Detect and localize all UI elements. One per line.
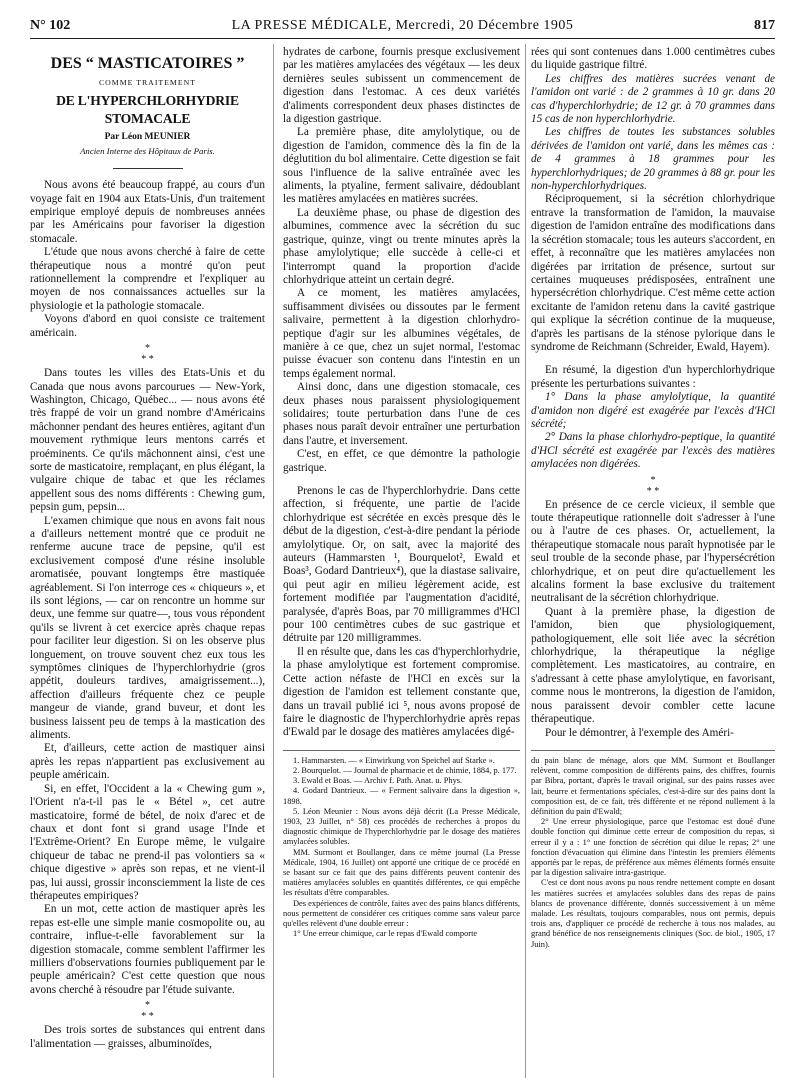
paragraph: Des trois sortes de substances qui entrent dans l'alimentation — graisses, albuminoïdes, bbox=[30, 1024, 265, 1050]
paragraph: 2° Dans la phase chlorhydro-peptique, la quantité d'HCl sécrété est exagérée par l'excès des matières amylacées non digérées. bbox=[531, 431, 775, 471]
footnote: 1. Hammarsten. — « Einwirkung von Speichel auf Starke ». bbox=[293, 755, 495, 765]
paragraph: Ainsi donc, dans une digestion stomacale, ces deux phases nous paraissent physiologiquement solidaires; toute perturbation dans l'une de ces phases nous paraît devoir entraîner une perturbation dans l'autre, et inversement. bbox=[283, 381, 520, 447]
footnote: C'est ce dont nous avons pu nous rendre nettement compte en dosant les matières sucrées et amylacées solubles dans des repas de pains blancs de provenance différente, donnés successivement à un même malade. Les résultats, toujours comparables, nous ont permis, depuis trois ans, d'appliquer ce procédé de recherche à tous nos malades, au grand bénéfice de nos renseignements cliniques (Soc. de biol., 1905, 17 Juin). bbox=[531, 878, 775, 949]
footnote-rule bbox=[283, 750, 520, 751]
footnote: 4. Godard Dantrieux. — « Ferment salivaire dans la digestion », 1898. bbox=[283, 786, 520, 806]
column-divider bbox=[525, 44, 526, 1078]
paragraph: Pour le démontrer, à l'exemple des Améri- bbox=[545, 726, 734, 739]
journal-title: LA PRESSE MÉDICALE, Mercredi, 20 Décembre 1905 bbox=[231, 18, 574, 33]
column-3 bbox=[531, 46, 775, 1078]
paragraph: Quant à la première phase, la digestion de l'amidon, bien que physiologiquement, pathologiquement, elle soit liée avec la sécrétion chlorhydrique, la thérapeutique la néglige complètement. Les masticatoires, au contraire, en s'adressant à cette phase amylolytique, en favorisant, comme nous le montrerons, la digestion de l'amidon, nous paraissent devoir combler cette lacune thérapeutique. bbox=[531, 605, 775, 726]
paragraph: Nous avons été beaucoup frappé, au cours d'un voyage fait en 1904 aux Etats-Unis, d'un traitement empirique employé depuis de nombreuses années par les Américains pour favoriser la digestion stomacale. bbox=[30, 179, 265, 245]
paragraph: En un mot, cette action de mastiquer après les repas est-elle une simple manie cosmopolite ou, au contraire, influe-t-elle favorablement sur la digestion stomacale, comme semblent l'affirmer les milliers d'observations fournies publiquement par le peuple américain? C'est cette question que nous avons cherché à résoudre par l'étude suivante. bbox=[30, 903, 265, 996]
paragraph: Les chiffres de toutes les substances solubles dérivées de l'amidon ont varié, dans les mêmes cas : de 4 grammes à 18 grammes pour les hyperchlorhydriques; de 20 grammes à 88 gr. pour les non-hyperchlorhydriques. bbox=[531, 126, 775, 193]
footnote: 2° Une erreur physiologique, parce que l'estomac est doué d'une double fonction qui diminue cette erreur de composition du repas, si erreur il y a : 1° une fonction de sécrétion qui dilue le repas; 2° une fonction d'évacuation qui élimine dans l'intestin les premiers éléments apportés par le repas, de préférence aux mêmes éléments formés ensuite par la digestion salivaire intra-gastrique. bbox=[531, 817, 775, 878]
footnote: MM. Surmont et Boullanger, dans ce même journal (La Presse Médicale, 1904, 16 Juillet) ont apporté une critique de ce procédé en se basant sur ce fait que des pains différents peuvent contenir des matières amylacées solubles en quantités différentes, ce qui empêche les résultats d'être comparables. bbox=[283, 847, 520, 898]
footnote-rule bbox=[531, 750, 775, 751]
paragraph: Prenons le cas de l'hyperchlorhydrie. Dans cette affection, si fréquente, une partie de l'acide chlorhydrique est sécrétée en excès presque dès le début de la digestion, c'est-à-dire pendant la période amylolytique. Or, on sait, avec la majorité des auteurs (Hammarsten ¹, Bourquelot², Ewald et Boas³, Godard Dantrieux⁴), que la diastase salivaire, qui peut agir en milieu légèrement acide, est fortement modifiée par l'augmentation d'acidité, paralysée, d'après Boas, par 70 milligrammes d'HCl pour 100 centimètres cubes de suc gastrique et détruite par 120 milligrammes. bbox=[283, 485, 520, 645]
column-1 bbox=[30, 46, 265, 1078]
footnote: Des expériences de contrôle, faites avec des pains blancs différents, nous permettent de considérer ces critiques comme sans valeur parce qu'elles relèvent d'une double erreur : bbox=[283, 898, 520, 928]
paragraph: En résumé, la digestion d'un hyperchlorhydrique présente les perturbations suivantes : bbox=[531, 364, 775, 390]
section-asterism: * * * bbox=[141, 1000, 154, 1023]
paragraph: La première phase, dite amylolytique, ou de digestion de l'amidon, commence dès la fin de la déglutition du bol alimentaire. Cette digestion se fait sous l'influence de la salive entraînée avec les aliments, la ptyaline, ferment salivaire, dédoublant les matières amylacées en matières sucrées. bbox=[283, 126, 520, 206]
section-asterism: * * * bbox=[646, 474, 660, 497]
column-2 bbox=[283, 46, 520, 1078]
paragraph: Si, en effet, l'Occident a la « Chewing gum », l'Orient n'a-t-il pas le « Bétel », cet autre masticatoire, formé de bétel, de noix d'arec et de chaux et dont font si grand usage l'Inde et l'Extrême-Orient? En Europe même, le vulgaire chiqueur de tabac ne prend-il pas volontiers sa « chique digestive » après son repas, et ne vient-il pas, lui aussi, grossir inconsciemment la liste de ces thérapeutes empiriques? bbox=[30, 782, 265, 902]
author-affiliation: Ancien Interne des Hôpitaux de Paris. bbox=[80, 145, 215, 156]
title-rule bbox=[113, 168, 183, 169]
footnote: du pain blanc de ménage, alors que MM. Surmont et Boullanger relèvent, comme composition de différents pains, des chiffres, fournis par Bibra, portant, d'après le travail original, sur des pains russes avec lait, beurre et fermentations spéciales, c'est-à-dire sur des pains dont la composition est, de ce fait, très différente et ne répond nullement à la définition du pain d'Ewald; bbox=[531, 755, 775, 816]
paragraph: En présence de ce cercle vicieux, il semble que toute thérapeutique rationnelle doit s'adresser à l'une ou à l'autre de ces phases. Or, actuellement, la thérapeutique stomacale nous paraît hypnotisée par le seul trouble de la seconde phase, par l'hypersécrétion chlorhydrique, et on peut dire qu'actuellement les alcalins forment la base exclusive du traitement neutralisant de la sécrétion chlorhydrique. bbox=[531, 498, 775, 605]
footnote: 5. Léon Meunier : Nous avons déjà décrit (La Presse Médicale, 1903, 23 Juillet, n° 58) ces procédés de recherches à propos du diagnostic chimique de l'hyperchlorhydrie par le dosage des matières amylacées solubles. bbox=[283, 806, 520, 847]
column-divider bbox=[273, 44, 274, 1078]
paragraph: L'étude que nous avons cherché à faire de cette thérapeutique nous a montré qu'on peut rationnellement la comprendre et l'expliquer au moyen de nos connaissances actuelles sur la physiologie et la pathologie stomacale. bbox=[30, 246, 265, 312]
paragraph: Dans toutes les villes des Etats-Unis et du Canada que nous avons parcourues — New-York, Washington, Chicago, Québec... — nous avons été très frappé de voir un grand nombre d'Américains mâchonner pendant des heures entières, agitant d'un mouvement rythmique leurs mentons carrés et proéminents. Ce qu'ils mâchonnent ainsi, c'est une sorte de masticatoire, remplaçant, en plus élégant, la vulgaire chique de tabac et que les réclames appellent sous des noms différents : Chewing gum, pepsin gum, pepsin... bbox=[30, 367, 265, 514]
issue-number: N° 102 bbox=[30, 18, 71, 33]
article-subtitle: COMME TRAITEMENT bbox=[98, 78, 197, 87]
article-title: DES “ MASTICATOIRES ” bbox=[50, 55, 245, 72]
article-title-line2: DE L'HYPERCHLORHYDRIE STOMACALE bbox=[56, 93, 239, 127]
page-header bbox=[30, 14, 775, 39]
paragraph: Et, d'ailleurs, cette action de mastiquer ainsi après les repas n'appartient pas exclusivement au peuple américain. bbox=[30, 742, 265, 782]
paragraph: 1° Dans la phase amylolytique, la quantité d'amidon non digéré est exagérée par l'excès d'HCl sécrété; bbox=[531, 391, 775, 430]
paragraph: La deuxième phase, ou phase de digestion des albumines, commence avec la sécrétion du suc gastrique, quinze, vingt ou trente minutes après la phase amylolytique; elle succède à celle-ci et l'interrompt quand la proportion d'acide chlorhydrique atteint un certain degré. bbox=[283, 206, 520, 286]
paragraph: Les chiffres des matières sucrées venant de l'amidon ont varié : de 2 grammes à 10 gr. dans 20 cas d'hyperchlorhydrie; de 12 gr. à 70 grammes dans 15 cas de non hyperchlorhydrie. bbox=[531, 72, 775, 126]
paragraph: L'examen chimique que nous en avons fait nous a d'ailleurs nettement montré que ce produit ne renferme aucune trace de pepsine, qu'il est exclusivement composé d'une résine insoluble aromatisée, pouvant longtemps être mastiquée agréablement. Si l'on interroge ces « chiqueurs », et ils sont légions, — car on rencontre un homme sur deux, une femme sur quatre—, tous vous répondent qu'ils se livrent à cet exercice après chaque repas pour faciliter leur digestion. Si on les observe plus longuement, on trouve souvent chez eux tous les symptômes cliniques de l'hyperchlorhydrie (gros appétit, douleurs tardives, amaigrissement...), affection d'ailleurs fréquente chez ce peuple mangeur de viande, grand buveur, et dont les business laissent peu de temps à la mastication des aliments. bbox=[30, 514, 265, 742]
section-asterism: * * * bbox=[141, 343, 154, 366]
article-author: Par Léon MEUNIER bbox=[104, 132, 191, 143]
paragraph: Réciproquement, si la sécrétion chlorhydrique entrave la transformation de l'amidon, la mauvaise digestion de l'amidon entraîne des modifications dans la sécrétion stomacale; tous les auteurs s'accordent, en effet, à reconnaître que les matières amylacées non digérées par irritation de présence, surtout sur certaines muqueuses prédisposées, entraînent une hypersécrétion chlorhydrique. C'est même cette action excitante de l'amidon retenu dans la cavité gastrique qui explique la sécrétion continue de la muqueuse, d'après les partisans de la sténose pylorique dans le syndrome de Reichmann (Schreider, Ewald, Hayem). bbox=[531, 193, 775, 353]
paragraph: rées qui sont contenues dans 1.000 centimètres cubes du liquide gastrique filtré. bbox=[531, 46, 775, 72]
footnote: 3. Ewald et Boas. — Archiv f. Path. Anat. u. Phys. bbox=[293, 776, 463, 786]
paragraph: C'est, en effet, ce que démontre la pathologie gastrique. bbox=[283, 448, 520, 474]
paragraph: hydrates de carbone, fournis presque exclusivement par les matières amylacées des végétaux — les deux dernières seules subissent un commencement de digestion dans l'estomac. A ces deux variétés d'aliments correspondent deux phases distinctes de la digestion gastrique. bbox=[283, 46, 520, 126]
paragraph: A ce moment, les matières amylacées, suffisamment divisées ou dissoutes par le ferment salivaire, permettent à la digestion chlorhydro-peptique d'agir sur les albumines végétales, de manière à ce que, chez un sujet normal, l'estomac puisse évacuer son contenu dans l'intestin en un temps également normal. bbox=[283, 287, 520, 380]
page-number: 817 bbox=[754, 18, 775, 33]
paragraph: Voyons d'abord en quoi consiste ce traitement américain. bbox=[30, 313, 265, 339]
paragraph: Il en résulte que, dans les cas d'hyperchlorhydrie, la phase amylolytique est fortement compromise. Cette action néfaste de l'HCl en excès sur la digestion de l'amidon est tellement constante que, dans un travail publié ici ⁵, nous avons proposé de faire le diagnostic de l'hyperchlorhydrie après repas d'Ewald par le dosage des matières amylacées digé- bbox=[283, 645, 520, 739]
footnote: 1° Une erreur chimique, car le repas d'Ewald comporte bbox=[293, 929, 478, 939]
footnote: 2. Bourquelot. — Journal de pharmacie et de chimie, 1884, p. 177. bbox=[293, 765, 517, 775]
